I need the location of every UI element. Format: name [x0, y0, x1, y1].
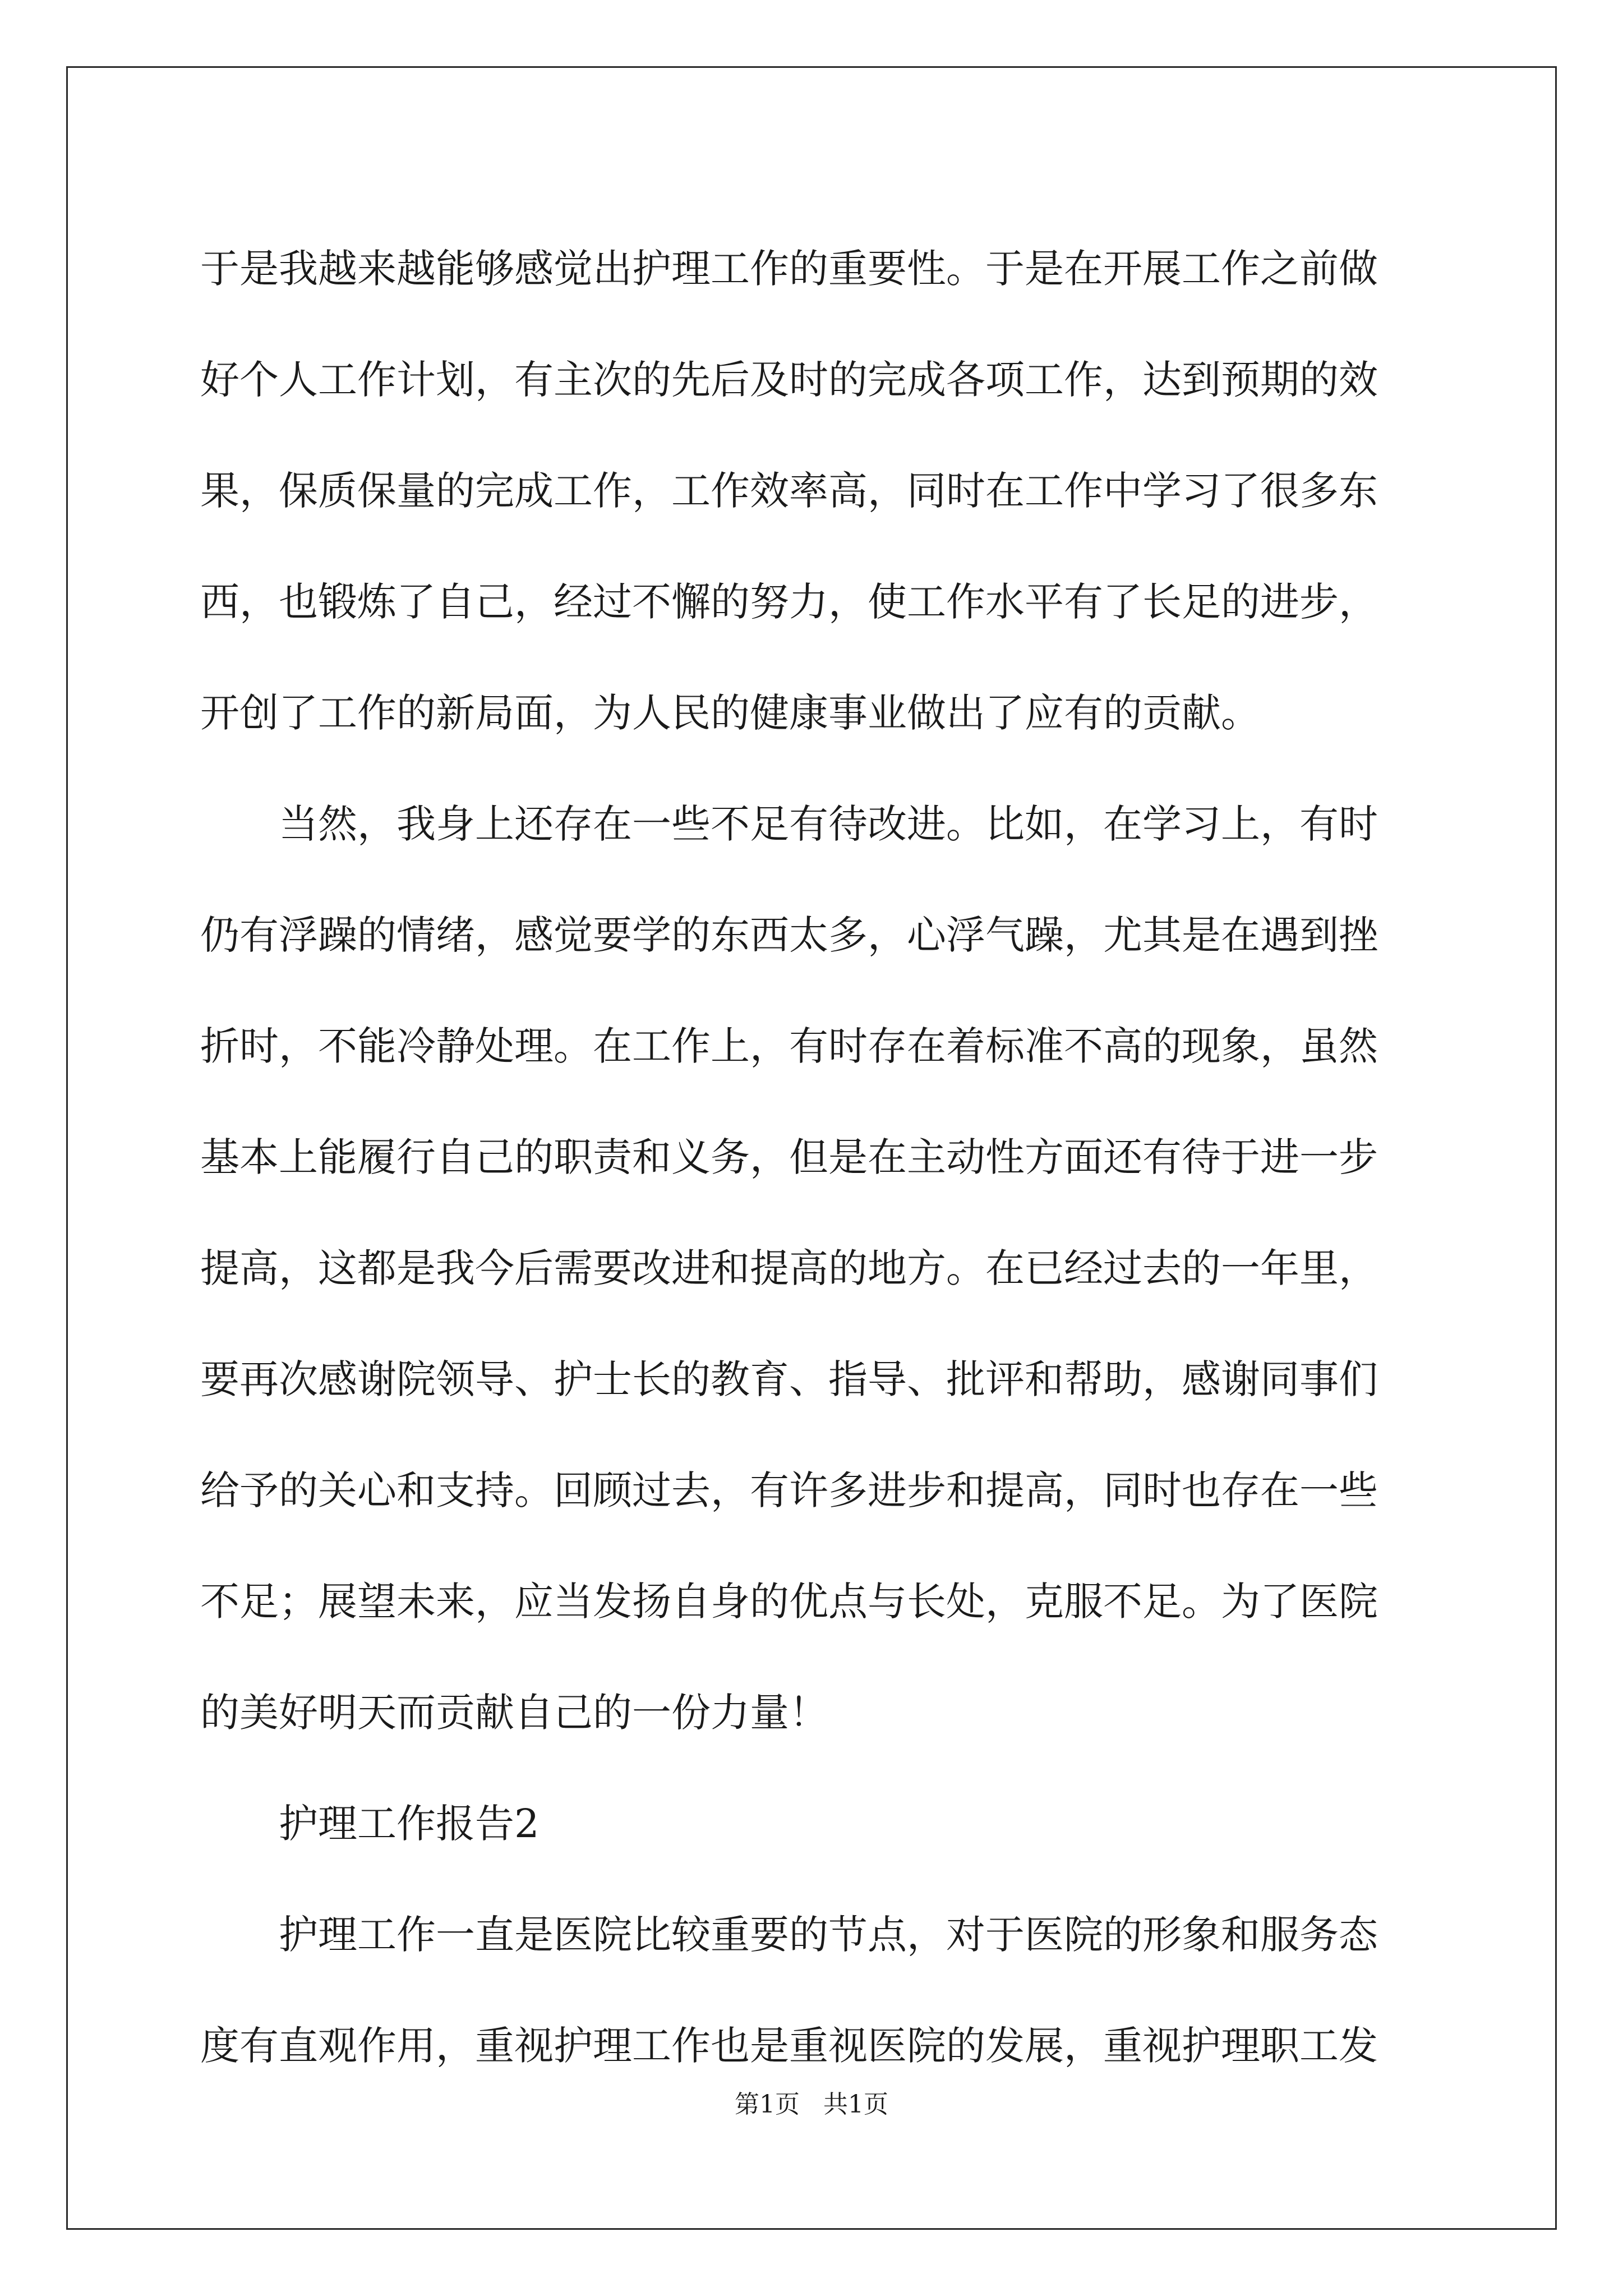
paragraph	[200, 213, 1428, 769]
paragraph	[200, 1879, 1428, 2101]
text-line: 果，保质保量的完成工作，工作效率高，同时在工作中学习了很多东	[200, 468, 1378, 514]
text-line: 折时，不能冷静处理。在工作上，有时存在着标准不高的现象，虽然	[200, 1023, 1378, 1069]
text-line: 要再次感谢院领导、护士长的教育、指导、批评和帮助，感谢同事们	[200, 1356, 1378, 1402]
text-line: 不足；展望未来，应当发扬自身的优点与长处，克服不足。为了医院	[200, 1579, 1378, 1625]
section-heading	[200, 1768, 1428, 1879]
text-line: 护理工作一直是医院比较重要的节点，对于医院的形象和服务态	[279, 1912, 1378, 1958]
text-line: 仍有浮躁的情绪，感觉要学的东西太多，心浮气躁，尤其是在遇到挫	[200, 912, 1378, 958]
text-line: 当然，我身上还存在一些不足有待改进。比如，在学习上，有时	[279, 801, 1378, 847]
text-line: 给予的关心和支持。回顾过去，有许多进步和提高，同时也存在一些	[200, 1467, 1378, 1513]
page-number-footer: 第1页 共1页	[735, 2090, 888, 2119]
text-line: 的美好明天而贡献自己的一份力量！	[200, 1690, 828, 1736]
text-line: 西，也锻炼了自己，经过不懈的努力，使工作水平有了长足的进步，	[200, 579, 1378, 625]
text-line: 于是我越来越能够感觉出护理工作的重要性。于是在开展工作之前做	[200, 246, 1378, 292]
text-line: 开创了工作的新局面，为人民的健康事业做出了应有的贡献。	[200, 690, 1260, 736]
paragraph	[200, 769, 1428, 1768]
text-line: 度有直观作用，重视护理工作也是重视医院的发展，重视护理职工发	[200, 2023, 1378, 2069]
text-line: 基本上能履行自己的职责和义务，但是在主动性方面还有待于进一步	[200, 1134, 1378, 1180]
document-body	[200, 213, 1428, 2101]
text-line: 提高，这都是我今后需要改进和提高的地方。在已经过去的一年里，	[200, 1245, 1378, 1291]
heading-text: 护理工作报告2	[279, 1801, 540, 1847]
text-line: 好个人工作计划，有主次的先后及时的完成各项工作，达到预期的效	[200, 357, 1378, 403]
